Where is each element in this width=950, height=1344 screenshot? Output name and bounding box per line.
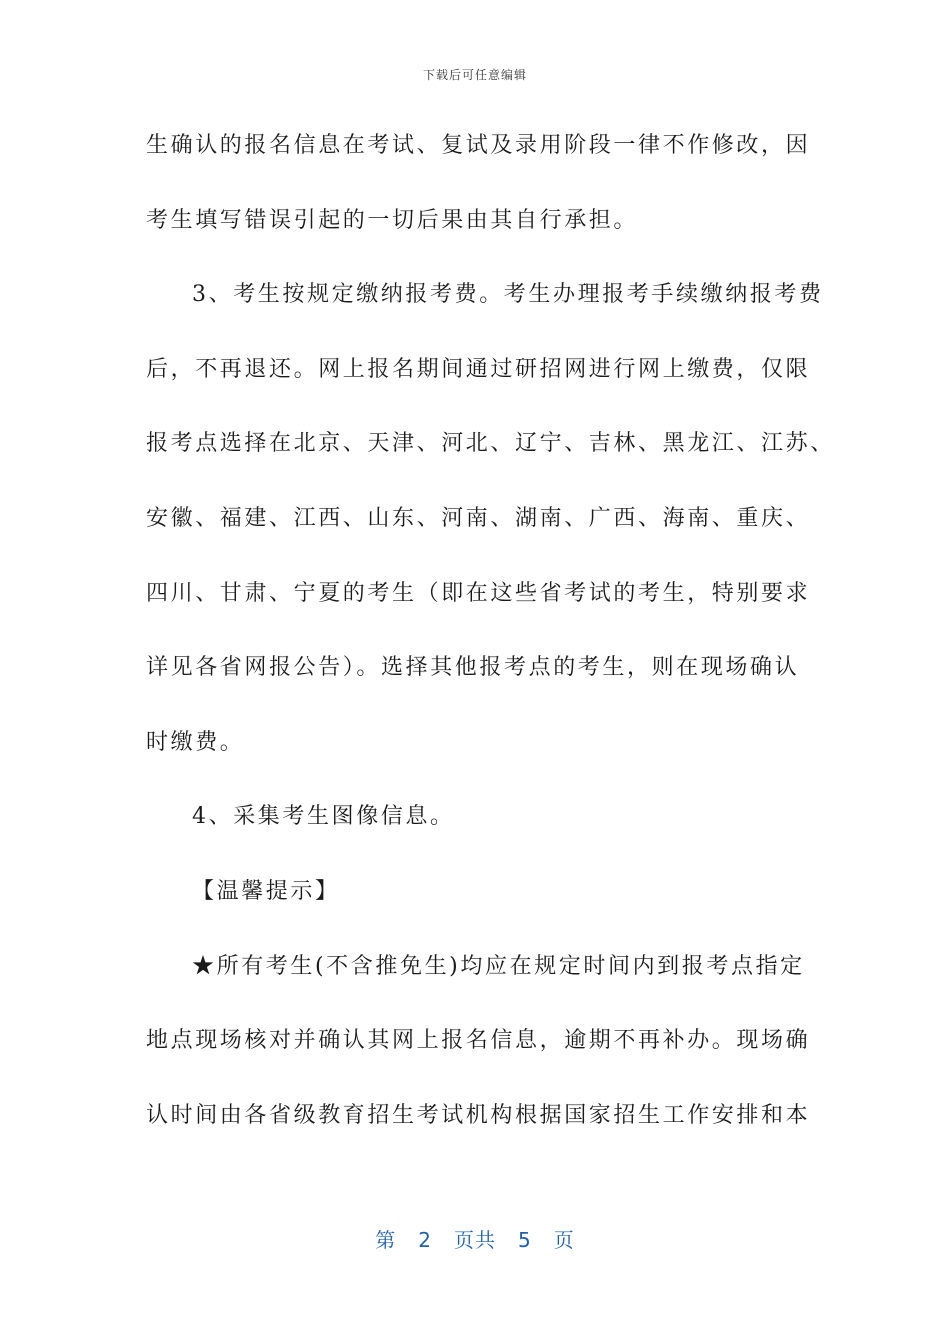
- page-footer: [0, 1224, 950, 1253]
- text-line: ★所有考生(不含推免生)均应在规定时间内到报考点指定: [192, 953, 805, 979]
- text-line: 时缴费。: [146, 729, 245, 755]
- text-line: 认时间由各省级教育招生考试机构根据国家招生工作安排和本: [146, 1102, 811, 1128]
- text-line: 3、考生按规定缴纳报考费。考生办理报考手续缴纳报考费: [192, 282, 824, 308]
- document-body: [146, 122, 835, 1166]
- total-pages-number: 5: [518, 1228, 532, 1252]
- page-label-prefix: 第: [375, 1228, 397, 1252]
- page-label-mid: 页共: [454, 1228, 496, 1252]
- text-line: 4、采集考生图像信息。: [192, 804, 455, 830]
- text-line: 报考点选择在北京、天津、河北、辽宁、吉林、黑龙江、江苏、: [146, 431, 835, 457]
- text-line: 地点现场核对并确认其网上报名信息，逾期不再补办。现场确: [146, 1028, 811, 1054]
- text-line: 后，不再退还。网上报名期间通过研招网进行网上缴费，仅限: [146, 356, 811, 382]
- text-line: 四川、甘肃、宁夏的考生（即在这些省考试的考生，特别要求: [146, 580, 811, 606]
- current-page-number: 2: [418, 1228, 432, 1252]
- page-header: 下载后可任意编辑: [422, 68, 527, 82]
- page-label-suffix: 页: [553, 1228, 575, 1252]
- text-line: 安徽、福建、江西、山东、河南、湖南、广西、海南、重庆、: [146, 505, 811, 531]
- text-line: 详见各省网报公告）。选择其他报考点的考生，则在现场确认: [146, 655, 800, 681]
- text-line: 【温馨提示】: [192, 878, 340, 904]
- text-line: 生确认的报名信息在考试、复试及录用阶段一律不作修改，因: [146, 133, 811, 158]
- text-line: 考生填写错误引起的一切后果由其自行承担。: [146, 207, 639, 233]
